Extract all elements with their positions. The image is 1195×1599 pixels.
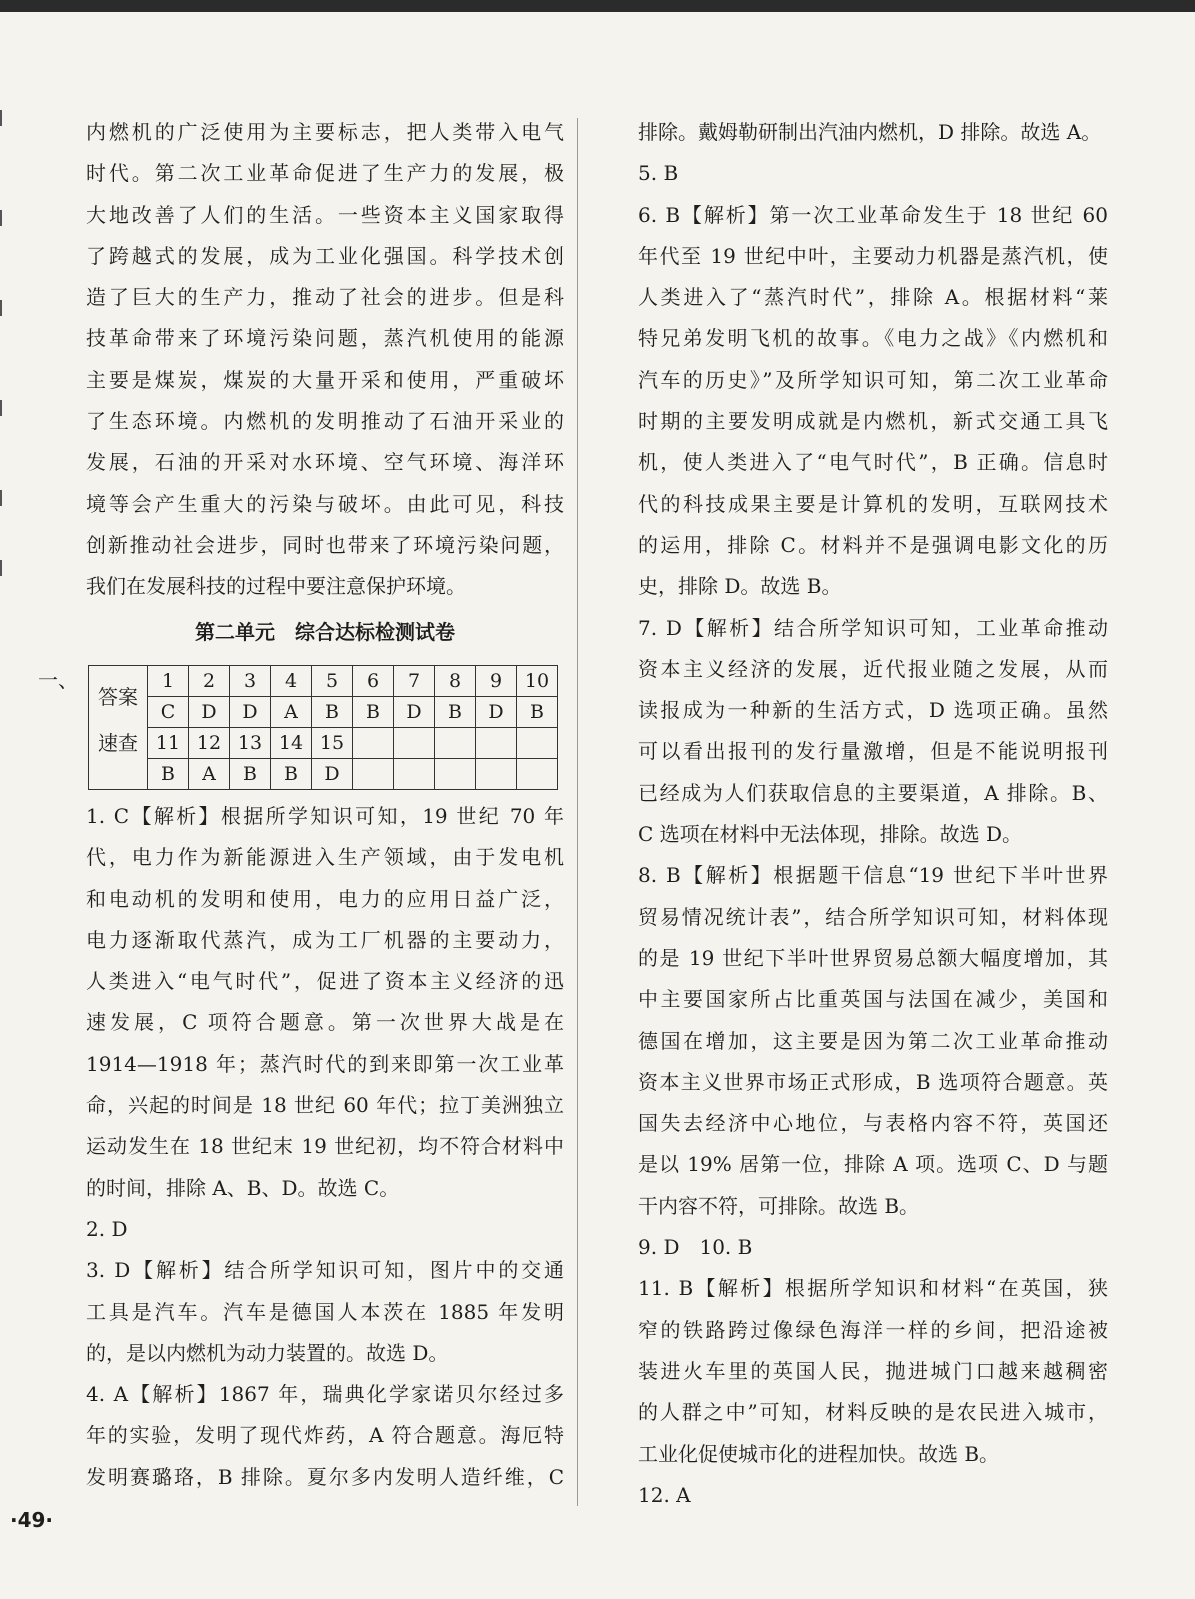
text-line: 代，电力作为新能源进入生产领域，由于发电机 xyxy=(86,845,564,870)
text-line: 大地改善了人们的生活。一些资本主义国家取得 xyxy=(86,202,564,227)
question-number-cell xyxy=(353,728,394,759)
text-line: 代的科技成果主要是计算机的发明，互联网技术 xyxy=(638,491,1108,516)
question-number-cell: 13 xyxy=(230,728,271,759)
answer-cell: B xyxy=(230,759,271,790)
answer-cell xyxy=(353,759,394,790)
text-line: 境等会产生重大的污染与破坏。由此可见，科技 xyxy=(86,491,564,516)
text-line: 资本主义经济的发展，近代报业随之发展，从而 xyxy=(638,656,1108,681)
text-line: 7. D【解析】结合所学知识可知，工业革命推动 xyxy=(638,615,1108,640)
table-row xyxy=(89,666,558,697)
row-label-answer: 答案 xyxy=(89,666,148,728)
text-line: 了跨越式的发展，成为工业化强国。科学技术创 xyxy=(86,243,564,268)
text-line: 发明赛璐珞，B 排除。夏尔多内发明人造纤维，C xyxy=(86,1464,564,1489)
text-line: 12. A xyxy=(638,1482,691,1507)
question-number-cell xyxy=(476,728,517,759)
right-column-text xyxy=(638,112,1108,1516)
text-line: 主要是煤炭，煤炭的大量开采和使用，严重破坏 xyxy=(86,367,564,392)
question-number-cell: 11 xyxy=(148,728,189,759)
question-number-cell xyxy=(435,728,476,759)
column-divider xyxy=(577,118,578,1506)
text-line: 年的实验，发明了现代炸药，A 符合题意。海厄特 xyxy=(86,1423,564,1448)
text-line: 干内容不符，可排除。故选 B。 xyxy=(638,1193,920,1218)
question-number-cell: 8 xyxy=(435,666,476,697)
question-number-cell: 9 xyxy=(476,666,517,697)
question-number-cell: 10 xyxy=(517,666,558,697)
edge-mark xyxy=(0,400,12,416)
answer-cell: A xyxy=(189,759,230,790)
question-number-cell: 12 xyxy=(189,728,230,759)
text-line: 是以 19% 居第一位，排除 A 项。选项 C、D 与题 xyxy=(638,1152,1108,1177)
text-line: 3. D【解析】结合所学知识可知，图片中的交通 xyxy=(86,1258,564,1283)
text-line: 2. D xyxy=(86,1216,128,1241)
answer-quick-check-table xyxy=(88,665,558,790)
text-line: 的时间，排除 A、B、D。故选 C。 xyxy=(86,1175,400,1200)
text-line: 史，排除 D。故选 B。 xyxy=(638,574,842,599)
text-line: 5. B xyxy=(638,161,679,186)
table-row xyxy=(89,697,558,728)
page-number: ·49· xyxy=(10,1508,54,1532)
text-line: 1914—1918 年；蒸汽时代的到来即第一次工业革 xyxy=(86,1051,564,1076)
text-line: 6. B【解析】第一次工业革命发生于 18 世纪 60 xyxy=(638,202,1108,227)
text-line: 读报成为一种新的生活方式，D 选项正确。虽然 xyxy=(638,698,1108,723)
answer-cell: A xyxy=(271,697,312,728)
answer-cell: B xyxy=(271,759,312,790)
text-line: 速发展，C 项符合题意。第一次世界大战是在 xyxy=(86,1010,564,1035)
answer-cell: D xyxy=(312,759,353,790)
text-line: 已经成为人们获取信息的主要渠道，A 排除。B、 xyxy=(638,780,1108,805)
text-line: 国失去经济中心地位，与表格内容不符，英国还 xyxy=(638,1111,1108,1136)
question-number-cell: 1 xyxy=(148,666,189,697)
text-line: 技革命带来了环境污染问题，蒸汽机使用的能源 xyxy=(86,326,564,351)
edge-mark xyxy=(0,560,12,576)
answer-cell xyxy=(476,759,517,790)
text-line: 的，是以内燃机为动力装置的。故选 D。 xyxy=(86,1340,449,1365)
question-number-label: 一、 xyxy=(38,668,78,692)
text-line: 创新推动社会进步，同时也带来了环境污染问题， xyxy=(86,532,564,557)
question-number-cell: 15 xyxy=(312,728,353,759)
answer-cell xyxy=(394,759,435,790)
text-line: 和电动机的发明和使用，电力的应用日益广泛， xyxy=(86,886,564,911)
text-line: 造了巨大的生产力，推动了社会的进步。但是科 xyxy=(86,285,564,310)
text-line: 11. B【解析】根据所学知识和材料“在英国，狭 xyxy=(638,1276,1108,1301)
row-label-quick: 速查 xyxy=(89,728,148,790)
text-line: 电力逐渐取代蒸汽，成为工厂机器的主要动力， xyxy=(86,927,564,952)
answer-cell: B xyxy=(517,697,558,728)
text-line: 工具是汽车。汽车是德国人本茨在 1885 年发明 xyxy=(86,1299,564,1324)
question-number-cell: 7 xyxy=(394,666,435,697)
edge-mark xyxy=(0,490,12,506)
answer-cell: D xyxy=(394,697,435,728)
text-line: 排除。戴姆勒研制出汽油内燃机，D 排除。故选 A。 xyxy=(638,120,1102,144)
question-number-cell xyxy=(394,728,435,759)
answer-cell: B xyxy=(353,697,394,728)
answer-cell: D xyxy=(230,697,271,728)
text-line: 贸易情况统计表”，结合所学知识可知，材料体现 xyxy=(638,904,1108,929)
text-line: 年代至 19 世纪中叶，主要动力机器是蒸汽机，使 xyxy=(638,243,1108,268)
text-line: 德国在增加，这主要是因为第二次工业革命推动 xyxy=(638,1028,1108,1053)
text-line: 的是 19 世纪下半叶世界贸易总额大幅度增加，其 xyxy=(638,945,1108,970)
text-line: 的运用，排除 C。材料并不是强调电影文化的历 xyxy=(638,532,1108,557)
text-line: 了生态环境。内燃机的发明推动了石油开采业的 xyxy=(86,409,564,434)
answer-cell xyxy=(517,759,558,790)
text-line: 资本主义世界市场正式形成，B 选项符合题意。英 xyxy=(638,1069,1108,1094)
question-number-cell: 6 xyxy=(353,666,394,697)
text-line: 我们在发展科技的过程中要注意保护环境。 xyxy=(86,574,466,599)
text-line: 8. B【解析】根据题干信息“19 世纪下半叶世界 xyxy=(638,863,1108,888)
answer-cell: C xyxy=(148,697,189,728)
scan-top-border xyxy=(0,0,1195,12)
table-row xyxy=(89,759,558,790)
text-line: 时代。第二次工业革命促进了生产力的发展，极 xyxy=(86,161,564,186)
text-line: 的人群之中”可知，材料反映的是农民进入城市， xyxy=(638,1400,1108,1425)
text-line: 中主要国家所占比重英国与法国在减少，美国和 xyxy=(638,987,1108,1012)
edge-mark xyxy=(0,110,12,126)
section-title: 第二单元 综合达标检测试卷 xyxy=(195,620,455,644)
question-number-cell: 2 xyxy=(189,666,230,697)
left-column-bottom-text xyxy=(86,796,564,1498)
table-row xyxy=(89,728,558,759)
text-line: 人类进入了“蒸汽时代”，排除 A。根据材料“莱 xyxy=(638,285,1108,310)
text-line: 发展，石油的开采对水环境、空气环境、海洋环 xyxy=(86,450,564,475)
question-number-cell: 5 xyxy=(312,666,353,697)
text-line: 命，兴起的时间是 18 世纪 60 年代；拉丁美洲独立 xyxy=(86,1093,564,1118)
text-line: 机，使人类进入了“电气时代”，B 正确。信息时 xyxy=(638,450,1108,475)
question-number-cell: 4 xyxy=(271,666,312,697)
text-line: 时期的主要发明成就是内燃机，新式交通工具飞 xyxy=(638,409,1108,434)
edge-mark xyxy=(0,210,12,226)
text-line: 4. A【解析】1867 年，瑞典化学家诺贝尔经过多 xyxy=(86,1382,564,1407)
answer-cell: B xyxy=(312,697,353,728)
answer-cell: D xyxy=(189,697,230,728)
text-line: 运动发生在 18 世纪末 19 世纪初，均不符合材料中 xyxy=(86,1134,564,1159)
left-column-top-text xyxy=(86,112,564,608)
text-line: 特兄弟发明飞机的故事。《电力之战》《内燃机和 xyxy=(638,326,1108,351)
answer-cell: B xyxy=(435,697,476,728)
answer-cell: D xyxy=(476,697,517,728)
text-line: 工业化促使城市化的进程加快。故选 B。 xyxy=(638,1441,1000,1466)
question-number-cell: 14 xyxy=(271,728,312,759)
question-number-cell: 3 xyxy=(230,666,271,697)
text-line: 人类进入“电气时代”，促进了资本主义经济的迅 xyxy=(86,969,564,994)
left-edge-bleed xyxy=(0,90,14,1540)
text-line: 内燃机的广泛使用为主要标志，把人类带入电气 xyxy=(86,120,564,144)
text-line: C 选项在材料中无法体现，排除。故选 D。 xyxy=(638,822,1023,847)
text-line: 窄的铁路跨过像绿色海洋一样的乡间，把沿途被 xyxy=(638,1317,1108,1342)
text-line: 1. C【解析】根据所学知识可知，19 世纪 70 年 xyxy=(86,804,564,828)
answer-cell xyxy=(435,759,476,790)
text-line: 9. D 10. B xyxy=(638,1235,753,1260)
edge-mark xyxy=(0,300,12,316)
answer-cell: B xyxy=(148,759,189,790)
text-line: 汽车的历史》”及所学知识可知，第二次工业革命 xyxy=(638,367,1108,392)
text-line: 可以看出报刊的发行量激增，但是不能说明报刊 xyxy=(638,739,1108,764)
text-line: 装进火车里的英国人民，抛进城门口越来越稠密 xyxy=(638,1358,1108,1383)
question-number-cell xyxy=(517,728,558,759)
